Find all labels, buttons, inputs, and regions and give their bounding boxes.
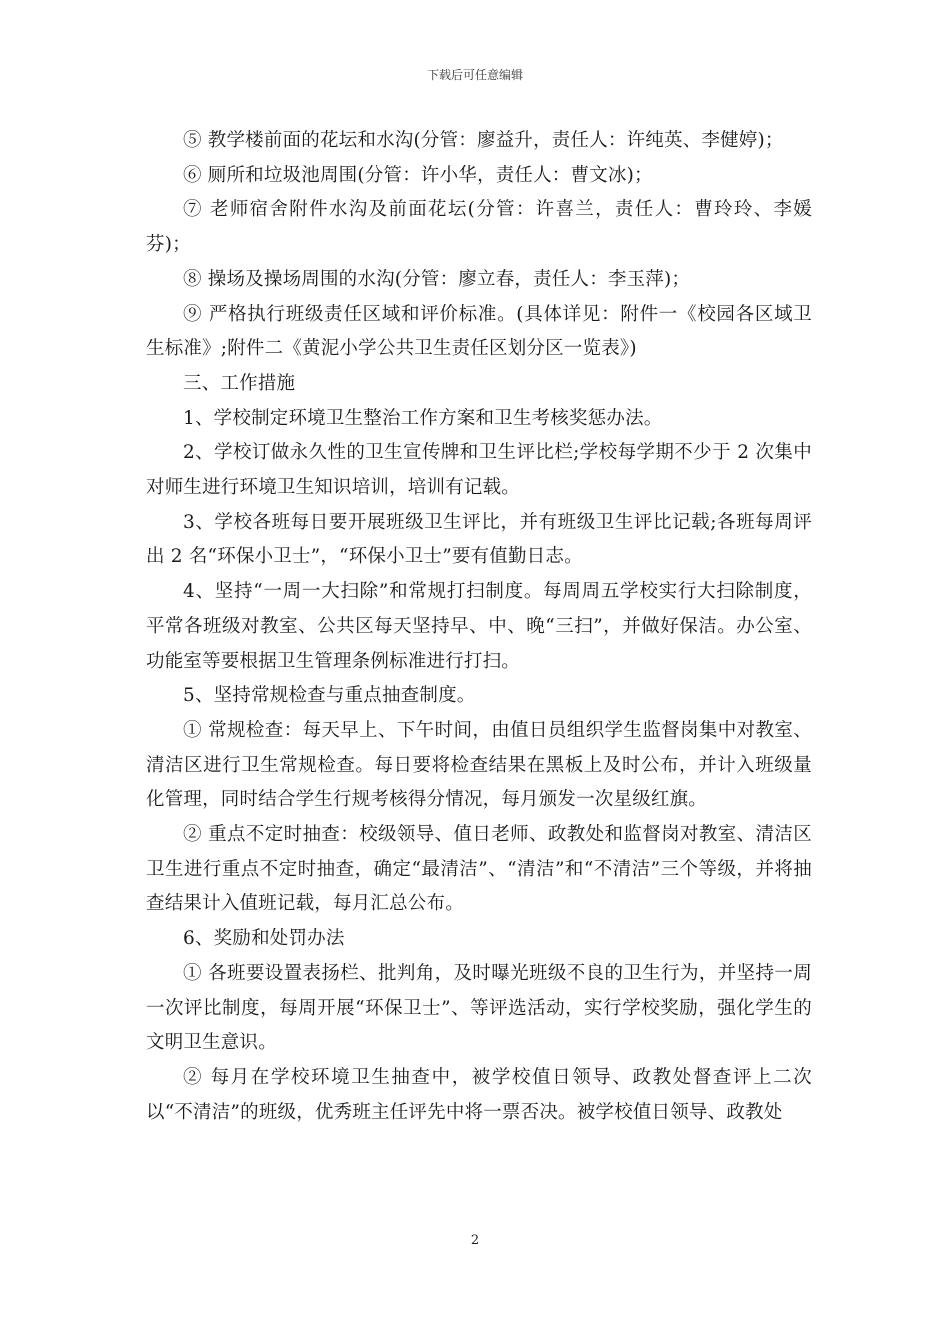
paragraph: 6、奖励和处罚办法 [183,928,345,950]
paragraph: 2、学校订做永久性的卫生宣传牌和卫生评比栏;学校每学期不少于 2 次集中对师生进行环境卫生知识培训，培训有记载。 [146,442,812,499]
paragraph: 3、学校各班每日要开展班级卫生评比，并有班级卫生评比记载;各班每周评出 2 名“环保小卫士”，“环保小卫士”要有值勤日志。 [146,511,812,568]
paragraph: 4、坚持“一周一大扫除”和常规打扫制度。每周周五学校实行大扫除制度，平常各班级对教室、公共区每天坚持早、中、晚“三扫”，并做好保洁。办公室、功能室等要根据卫生管理条例标准进行打扫。 [146,581,812,672]
section-heading: 三、工作措施 [183,372,296,394]
paragraph: 1、学校制定环境卫生整治工作方案和卫生考核奖惩办法。 [183,407,663,429]
paragraph: ⑦ 老师宿舍附件水沟及前面花坛(分管：许喜兰，责任人：曹玲玲、李媛芬)； [146,199,812,256]
document-body [146,124,812,1130]
paragraph: ⑤ 教学楼前面的花坛和水沟(分管：廖益升，责任人：许纯英、李健婷)； [183,130,784,151]
paragraph: ① 各班要设置表扬栏、批判角，及时曝光班级不良的卫生行为，并坚持一周一次评比制度，每周开展“环保卫士”、等评选活动，实行学校奖励，强化学生的文明卫生意识。 [146,962,812,1054]
page-number: 2 [470,1233,480,1248]
paragraph: 5、坚持常规检查与重点抽查制度。 [183,685,476,707]
paragraph: ⑨ 严格执行班级责任区域和评价标准。(具体详见：附件一《校园各区域卫生标准》;附件二《黄泥小学公共卫生责任区划分区一览表》) [146,303,812,360]
paragraph: ⑧ 操场及操场周围的水沟(分管：廖立春，责任人：李玉萍)； [183,268,691,290]
paragraph: ② 重点不定时抽查：校级领导、值日老师、政教处和监督岗对教室、清洁区卫生进行重点不定时抽查，确定“最清洁”、“清洁”和“不清洁”三个等级，并将抽查结果计入值班记载，每月汇总公布。 [146,824,812,915]
paragraph: ⑥ 厕所和垃圾池周围(分管：许小华，责任人：曹文冰)； [183,164,653,186]
paragraph: ② 每月在学校环境卫生抽查中，被学校值日领导、政教处督查评上二次以“不清洁”的班级，优秀班主任评先中将一票否决。被学校值日领导、政教处 [146,1066,812,1123]
page-header-note: 下载后可任意编辑 [426,68,523,82]
paragraph: ① 常规检查：每天早上、下午时间，由值日员组织学生监督岗集中对教室、清洁区进行卫生常规检查。每日要将检查结果在黑板上及时公布，并计入班级量化管理，同时结合学生行规考核得分情况，每月颁发一次星级红旗。 [146,719,812,811]
